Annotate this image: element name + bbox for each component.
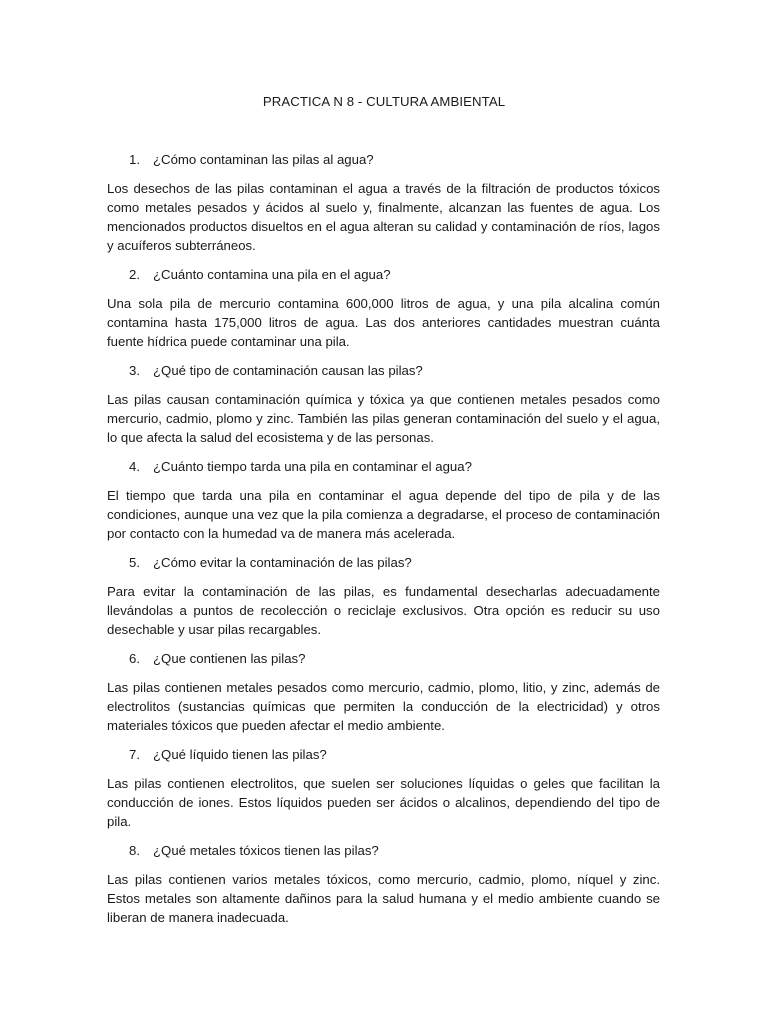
question-7 [107, 745, 660, 764]
question-number: 7. [129, 747, 140, 762]
qa-item-1 [107, 150, 660, 255]
answer-5: Para evitar la contaminación de las pilas, es fundamental desecharlas adecuadamente llevándolas a puntos de recolección o reciclaje exclusivos. Otra opción es reducir su uso desechable y usar pilas recargables. [107, 584, 660, 637]
answer-1: Los desechos de las pilas contaminan el agua a través de la filtración de productos tóxicos como metales pesados y ácidos al suelo y, finalmente, alcanzan las fuentes de agua. Los mencionados productos disueltos en el agua alteran su calidad y contaminación de ríos, lagos y acuíferos subterráneos. [107, 181, 660, 253]
question-text: ¿Cómo evitar la contaminación de las pilas? [153, 555, 412, 570]
answer-6: Las pilas contienen metales pesados como mercurio, cadmio, plomo, litio, y zinc, además de electrolitos (sustancias químicas que permiten la conducción de la electricidad) y otros materiales tóxicos que pueden afectar el medio ambiente. [107, 680, 660, 733]
answer-4: El tiempo que tarda una pila en contaminar el agua depende del tipo de pila y de las condiciones, aunque una vez que la pila comienza a degradarse, el proceso de contaminación por contacto con la humedad va de manera más acelerada. [107, 488, 660, 541]
qa-item-6 [107, 649, 660, 735]
page-title: PRACTICA N 8 - CULTURA AMBIENTAL [262, 94, 506, 109]
question-number: 8. [129, 843, 140, 858]
answer-2: Una sola pila de mercurio contamina 600,000 litros de agua, y una pila alcalina común contamina hasta 175,000 litros de agua. Las dos anteriores cantidades muestran cuánta fuente hídrica puede contaminar una pila. [107, 296, 660, 349]
question-2 [107, 265, 660, 284]
question-number: 4. [129, 459, 140, 474]
question-text: ¿Qué líquido tienen las pilas? [153, 747, 327, 762]
question-text: ¿Qué metales tóxicos tienen las pilas? [153, 843, 379, 858]
question-3 [107, 361, 660, 380]
question-text: ¿Cuánto contamina una pila en el agua? [153, 267, 391, 282]
question-5 [107, 553, 660, 572]
question-number: 1. [129, 152, 140, 167]
answer-7: Las pilas contienen electrolitos, que suelen ser soluciones líquidas o geles que facilitan la conducción de iones. Estos líquidos pueden ser ácidos o alcalinos, dependiendo del tipo de pila. [107, 776, 660, 829]
qa-item-2 [107, 265, 660, 351]
question-number: 2. [129, 267, 140, 282]
qa-list [107, 150, 660, 937]
answer-8: Las pilas contienen varios metales tóxicos, como mercurio, cadmio, plomo, níquel y zinc. Estos metales son altamente dañinos para la salud humana y el medio ambiente cuando se liberan de manera inadecuada. [107, 872, 660, 925]
question-number: 5. [129, 555, 140, 570]
question-6 [107, 649, 660, 668]
answer-3: Las pilas causan contaminación química y tóxica ya que contienen metales pesados como mercurio, cadmio, plomo y zinc. También las pilas generan contaminación del suelo y el agua, lo que afecta la salud del ecosistema y de las personas. [107, 392, 660, 445]
qa-item-8 [107, 841, 660, 927]
question-8 [107, 841, 660, 860]
qa-item-3 [107, 361, 660, 447]
question-text: ¿Cómo contaminan las pilas al agua? [153, 152, 374, 167]
question-4 [107, 457, 660, 476]
question-1 [107, 150, 660, 169]
qa-item-4 [107, 457, 660, 543]
question-text: ¿Que contienen las pilas? [153, 651, 306, 666]
question-text: ¿Cuánto tiempo tarda una pila en contaminar el agua? [153, 459, 472, 474]
qa-item-7 [107, 745, 660, 831]
qa-item-5 [107, 553, 660, 639]
question-number: 3. [129, 363, 140, 378]
question-number: 6. [129, 651, 140, 666]
question-text: ¿Qué tipo de contaminación causan las pilas? [153, 363, 423, 378]
